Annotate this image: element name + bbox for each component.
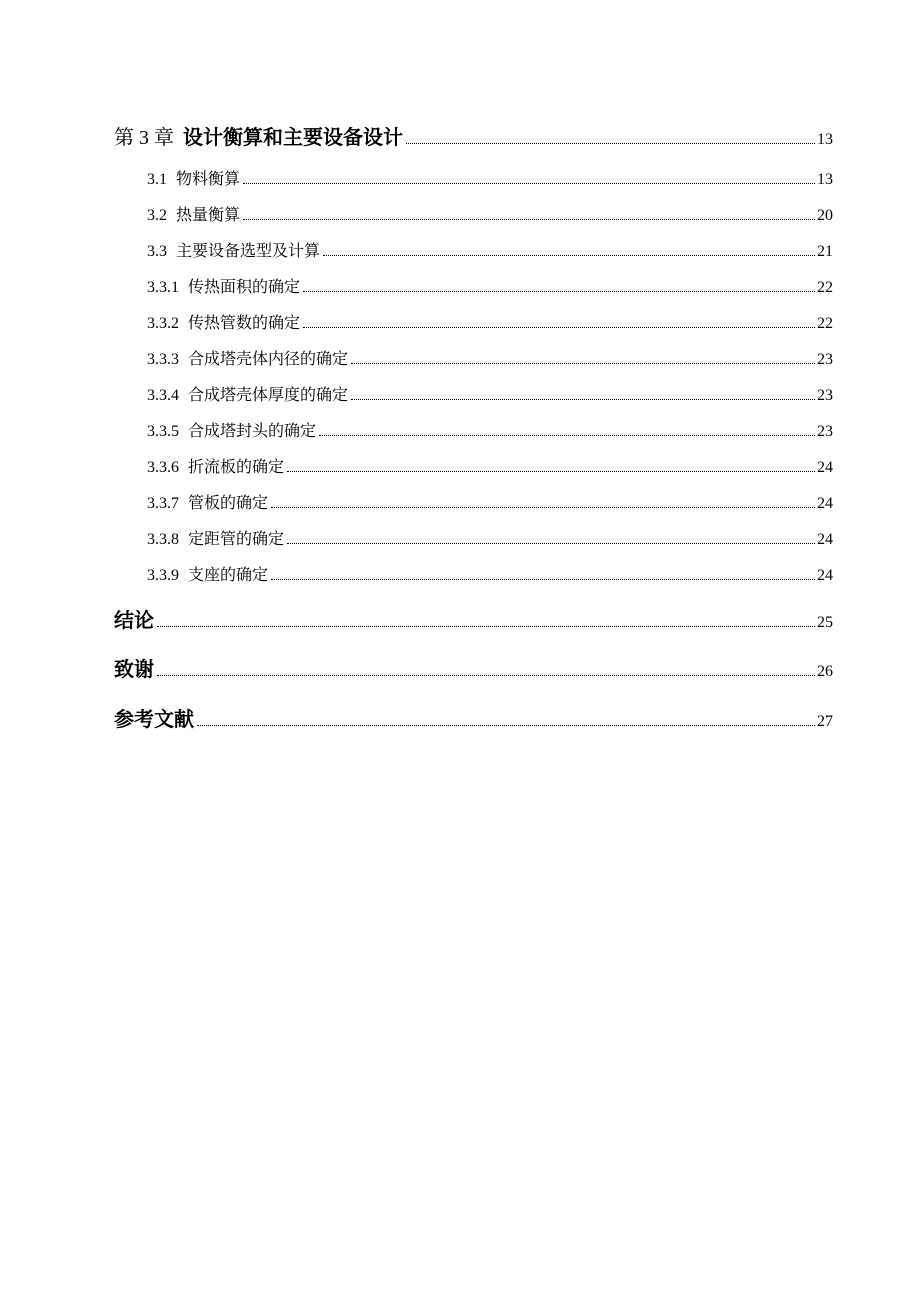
toc-entry-conclusion[interactable] <box>114 604 833 633</box>
toc-entry-3-2[interactable] <box>147 202 833 225</box>
toc-entry-3-3-6[interactable] <box>147 454 833 477</box>
toc-dot-leader <box>287 471 815 472</box>
toc-entry-3-3-3[interactable] <box>147 346 833 369</box>
toc-entry-number: 3.3.2 <box>147 315 179 332</box>
toc-entry-acknowledgements[interactable] <box>114 653 833 682</box>
toc-entry-page: 23 <box>817 387 833 404</box>
toc-dot-leader <box>243 183 815 184</box>
toc-entry-title: 管板的确定 <box>188 493 269 512</box>
toc-dot-leader <box>157 675 815 676</box>
toc-entry-page: 27 <box>817 713 833 730</box>
toc-dot-leader <box>287 543 815 544</box>
toc-entry-title: 参考文献 <box>114 707 194 731</box>
toc-entry-title: 合成塔壳体厚度的确定 <box>188 385 349 404</box>
toc-dot-leader <box>157 626 815 627</box>
toc-entry-number: 3.3.6 <box>147 459 179 476</box>
toc-entry-title: 传热管数的确定 <box>188 313 301 332</box>
toc-entry-page: 24 <box>817 567 833 584</box>
toc-entry-title: 结论 <box>114 608 154 632</box>
toc-entry-page: 22 <box>817 279 833 296</box>
toc-entry-number: 3.3 <box>147 243 167 260</box>
toc-entry-page: 23 <box>817 423 833 440</box>
toc-entry-3-1[interactable] <box>147 166 833 189</box>
toc-entry-3-3-8[interactable] <box>147 526 833 549</box>
toc-entry-3-3-9[interactable] <box>147 562 833 585</box>
toc-entry-3-3-7[interactable] <box>147 490 833 513</box>
toc-entry-3-3-2[interactable] <box>147 310 833 333</box>
toc-entry-3-3-4[interactable] <box>147 382 833 405</box>
toc-entry-number: 3.3.4 <box>147 387 179 404</box>
toc-entry-number: 3.3.1 <box>147 279 179 296</box>
toc-entry-title: 物料衡算 <box>176 169 241 188</box>
toc-dot-leader <box>243 219 815 220</box>
toc-dot-leader <box>271 507 815 508</box>
toc-entry-number: 3.3.3 <box>147 351 179 368</box>
toc-entry-title: 热量衡算 <box>176 205 241 224</box>
toc-entry-references[interactable] <box>114 703 833 732</box>
toc-entry-number: 3.3.7 <box>147 495 179 512</box>
toc-entry-chapter-3[interactable] <box>114 121 833 150</box>
toc-entry-number: 3.3.9 <box>147 567 179 584</box>
toc-entry-page: 24 <box>817 459 833 476</box>
toc-entry-title: 合成塔封头的确定 <box>188 421 317 440</box>
toc-dot-leader <box>406 143 815 144</box>
toc-dot-leader <box>319 435 815 436</box>
toc-dot-leader <box>303 291 815 292</box>
toc-dot-leader <box>303 327 815 328</box>
toc-dot-leader <box>351 363 815 364</box>
toc-entry-page: 13 <box>817 131 833 148</box>
toc-dot-leader <box>323 255 815 256</box>
toc-entry-title: 折流板的确定 <box>188 457 285 476</box>
toc-entry-page: 24 <box>817 531 833 548</box>
toc-entry-number: 3.3.5 <box>147 423 179 440</box>
toc-entry-title: 设计衡算和主要设备设计 <box>183 125 403 149</box>
toc-entry-number: 3.2 <box>147 207 167 224</box>
toc-entry-page: 20 <box>817 207 833 224</box>
toc-entry-page: 24 <box>817 495 833 512</box>
toc-entry-number: 3.1 <box>147 171 167 188</box>
toc-dot-leader <box>351 399 815 400</box>
toc-entry-number: 3.3.8 <box>147 531 179 548</box>
toc-entry-3-3-5[interactable] <box>147 418 833 441</box>
toc-dot-leader <box>197 725 815 726</box>
toc-entry-title: 致谢 <box>114 657 154 681</box>
toc-entry-page: 13 <box>817 171 833 188</box>
toc-entry-page: 22 <box>817 315 833 332</box>
toc-entry-page: 25 <box>817 614 833 631</box>
toc-entry-page: 26 <box>817 663 833 680</box>
toc-entry-3-3[interactable] <box>147 238 833 261</box>
toc-entry-title: 主要设备选型及计算 <box>176 241 321 260</box>
toc-entry-title: 支座的确定 <box>188 565 269 584</box>
toc-entry-number: 第 3 章 <box>114 127 174 149</box>
toc-dot-leader <box>271 579 815 580</box>
toc-entry-3-3-1[interactable] <box>147 274 833 297</box>
toc-entry-page: 21 <box>817 243 833 260</box>
toc-entry-title: 定距管的确定 <box>188 529 285 548</box>
toc-entry-title: 传热面积的确定 <box>188 277 301 296</box>
toc-entry-page: 23 <box>817 351 833 368</box>
toc-entry-title: 合成塔壳体内径的确定 <box>188 349 349 368</box>
